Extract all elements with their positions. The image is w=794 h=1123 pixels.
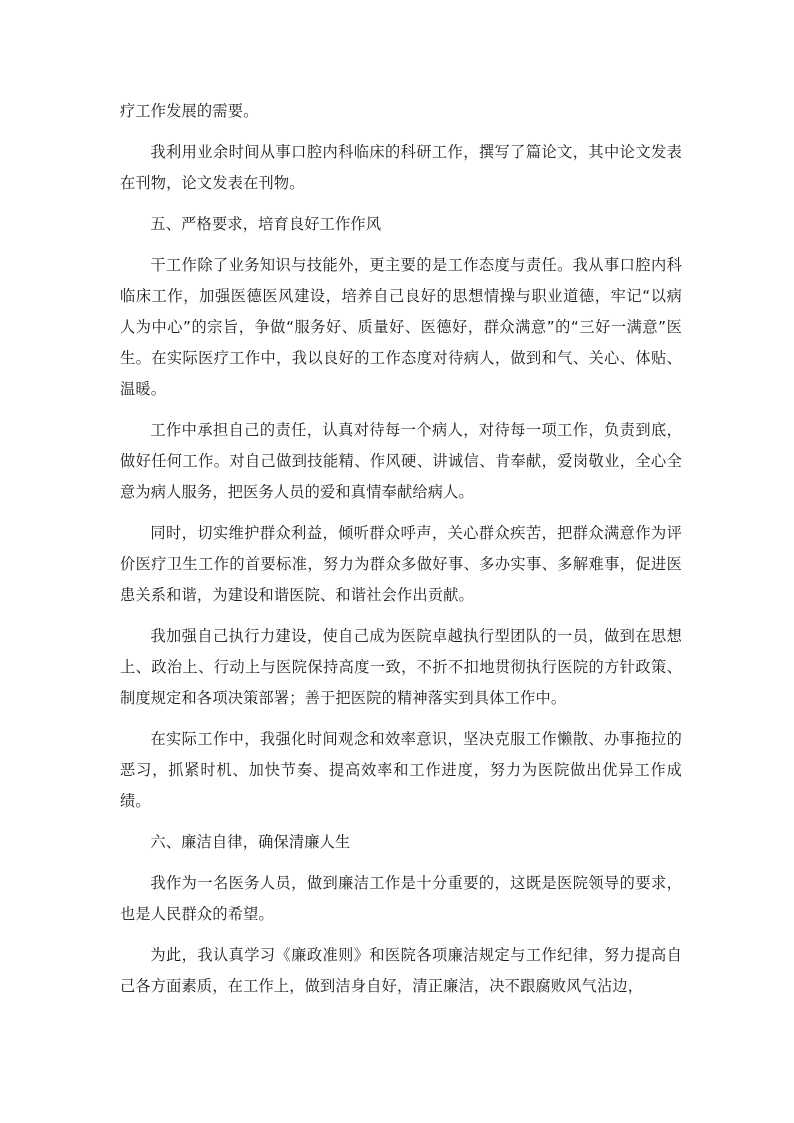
paragraph: 工作中承担自己的责任，认真对待每一个病人，对待每一项工作，负责到底，做好任何工作。对自己做到技能精、作风硬、讲诚信、肯奉献，爱岗敬业，全心全意为病人服务，把医务人员的爱和真情奉献给病人。: [120, 421, 682, 501]
paragraph: 为此，我认真学习《廉政准则》和医院各项廉洁规定与工作纪律，努力提高自己各方面素质，在工作上，做到洁身自好，清正廉洁，决不跟腐败风气沾边，: [120, 946, 682, 995]
paragraph: 我加强自己执行力建设，使自己成为医院卓越执行型团队的一员，做到在思想上、政治上、行动上与医院保持高度一致，不折不扣地贯彻执行医院的方针政策、制度规定和各项决策部署；善于把医院的精神落实到具体工作中。: [120, 627, 682, 707]
paragraph: 干工作除了业务知识与技能外，更主要的是工作态度与责任。我从事口腔内科临床工作，加强医德医风建设，培养自己良好的思想情操与职业道德，牢记“以病人为中心”的宗旨，争做“服务好、质量好、医德好，群众满意”的“三好一满意”医生。在实际医疗工作中，我以良好的工作态度对待病人，做到和气、关心、体贴、温暖。: [120, 256, 682, 398]
paragraph: 疗工作发展的需要。: [120, 102, 259, 120]
section-heading: 五、严格要求，培育良好工作作风: [150, 215, 382, 233]
section-heading: 六、廉洁自律，确保清廉人生: [150, 833, 351, 851]
paragraph: 在实际工作中，我强化时间观念和效率意识，坚决克服工作懒散、办事拖拉的恶习，抓紧时机、加快节奏、提高效率和工作进度，努力为医院做出优异工作成绩。: [120, 730, 682, 810]
paragraph: 我作为一名医务人员，做到廉洁工作是十分重要的，这既是医院领导的要求，也是人民群众的希望。: [120, 874, 682, 923]
paragraph: 同时，切实维护群众利益，倾听群众呼声，关心群众疾苦，把群众满意作为评价医疗卫生工作的首要标准，努力为群众多做好事、多办实事、多解难事，促进医患关系和谐，为建设和谐医院、和谐社会作出贡献。: [120, 524, 682, 604]
paragraph: 我利用业余时间从事口腔内科临床的科研工作，撰写了篇论文，其中论文发表在刊物，论文发表在刊物。: [120, 143, 682, 192]
